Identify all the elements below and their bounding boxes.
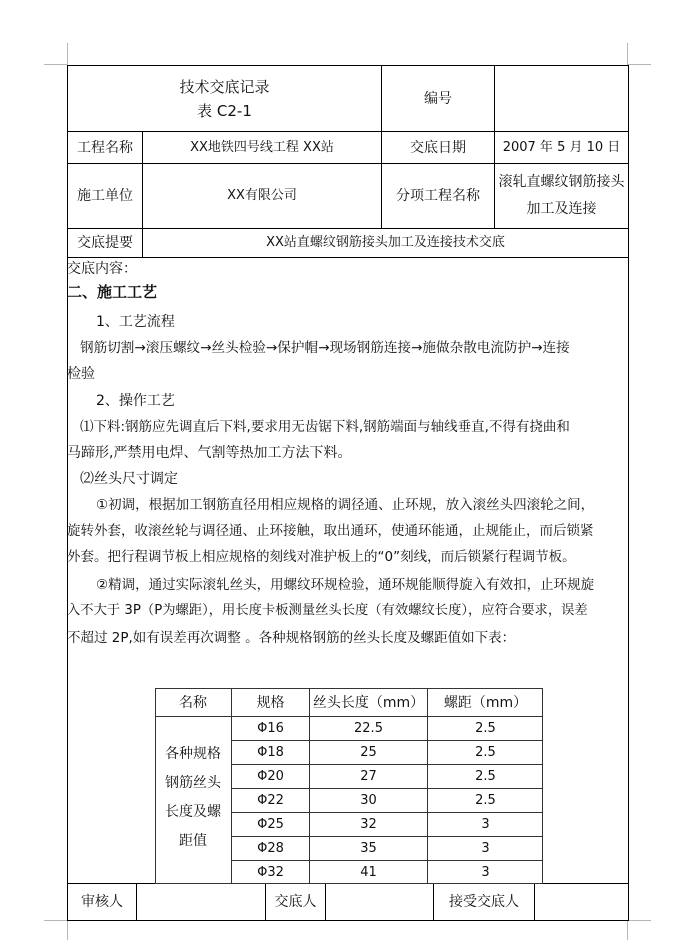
table-header: 螺距（mm） <box>443 694 528 711</box>
length-cell: 22.5 <box>354 720 383 736</box>
spec-row-label: 各种规格 钢筋丝头 长度及螺 距值 <box>165 746 221 849</box>
pitch-cell: 3 <box>481 864 490 880</box>
spec-cell: Φ28 <box>257 840 284 856</box>
discloser-label: 交底人 <box>274 894 317 910</box>
operation-text: 马蹄形,严禁用电焊、气割等热加工方法下料。 <box>67 445 352 461</box>
form-title: 技术交底记录 <box>179 77 270 96</box>
row-divider <box>67 257 629 258</box>
discloser-signature[interactable] <box>326 884 433 920</box>
crop-mark <box>627 43 628 65</box>
sub-project-line: 加工及连接 <box>526 201 597 217</box>
pitch-cell: 3 <box>481 840 490 856</box>
pitch-cell: 2.5 <box>475 792 496 808</box>
spec-cell: Φ22 <box>257 792 284 808</box>
receiver-signature[interactable] <box>535 884 628 920</box>
spec-cell: Φ16 <box>257 720 284 736</box>
unit-label: 施工单位 <box>77 188 133 204</box>
table-header: 名称 <box>179 694 207 711</box>
section-heading: 二、施工工艺 <box>67 283 158 301</box>
summary-value: XX站直螺纹钢筋接头加工及连接技术交底 <box>266 235 505 250</box>
length-cell: 25 <box>360 744 377 760</box>
length-cell: 35 <box>360 840 377 856</box>
date-value: 2007 年 5 月 10 日 <box>502 139 621 155</box>
length-cell: 27 <box>360 768 377 784</box>
reviewer-label: 审核人 <box>81 894 123 910</box>
sub-project-value <box>495 164 628 228</box>
length-cell: 41 <box>360 864 377 880</box>
crop-mark <box>44 920 67 921</box>
receiver-label: 接受交底人 <box>449 894 519 910</box>
flow-text: 检验 <box>67 366 95 382</box>
number-label: 编号 <box>424 90 452 107</box>
project-name-value: XX地铁四号线工程 XX站 <box>190 139 334 155</box>
table-header: 规格 <box>256 694 285 711</box>
unit-value: XX有限公司 <box>227 188 297 203</box>
flow-text: 钢筋切割→滚压螺纹→丝头检验→保护帽→现场钢筋连接→施做杂散电流防护→连接 <box>80 340 570 356</box>
paragraph-line: 入不大于 3P（P为螺距），用长度卡板测量丝头长度（有效螺纹长度），应符合要求，误差 <box>67 603 588 618</box>
crop-mark <box>628 64 651 65</box>
reviewer-signature[interactable] <box>137 884 265 920</box>
pitch-cell: 2.5 <box>475 768 496 784</box>
pitch-cell: 2.5 <box>475 720 496 736</box>
sub-project-label: 分项工程名称 <box>396 188 480 204</box>
spec-table <box>155 688 543 884</box>
spec-cell: Φ20 <box>257 768 284 784</box>
project-name-label: 工程名称 <box>77 139 133 156</box>
paragraph-line: ①初调，根据加工钢筋直径用相应规格的调径通、止环规，放入滚丝头四滚轮之间， <box>96 497 595 513</box>
operation-text: ⑴下料:钢筋应先调直后下料,要求用无齿锯下料,钢筋端面与轴线垂直,不得有挠曲和 <box>80 419 570 435</box>
pitch-cell: 3 <box>481 816 490 832</box>
operation-title: 2、操作工艺 <box>96 393 175 409</box>
paragraph-line: 不超过 2P,如有误差再次调整 。各种规格钢筋的丝头长度及螺距值如下表： <box>67 630 516 646</box>
sub-project-line: 滚轧直螺纹钢筋接头 <box>498 174 625 190</box>
content-intro: 交底内容： <box>67 261 137 277</box>
crop-mark <box>44 64 67 65</box>
paragraph-line: 外套。把行程调节板上相应规格的刻线对准护板上的“0”刻线，而后锁紧行程调节板。 <box>67 549 576 565</box>
spec-cell: Φ32 <box>257 864 284 880</box>
length-cell: 30 <box>360 792 377 808</box>
paragraph-line: 旋转外套，收滚丝轮与调径通、止环接触，取出通环，使通环能通，止规能止，而后锁紧 <box>67 523 594 539</box>
form-number-code: 表 C2-1 <box>197 101 252 120</box>
spec-cell: Φ18 <box>257 744 284 760</box>
spec-cell: Φ25 <box>257 816 284 832</box>
date-label: 交底日期 <box>410 139 466 156</box>
summary-label: 交底提要 <box>77 235 133 251</box>
table-header: 丝头长度（mm） <box>312 694 425 711</box>
pitch-cell: 2.5 <box>475 744 496 760</box>
crop-mark <box>67 920 68 940</box>
form-title-block <box>68 66 381 131</box>
number-value[interactable] <box>495 66 628 131</box>
length-cell: 32 <box>360 816 377 832</box>
crop-mark <box>627 920 628 940</box>
flow-title: 1、工艺流程 <box>96 314 175 330</box>
operation-subtitle: ⑵丝头尺寸调定 <box>80 471 178 487</box>
crop-mark <box>67 43 68 65</box>
crop-mark <box>628 920 651 921</box>
paragraph-line: ②精调，通过实际滚轧丝头，用螺纹环规检验，通环规能顺得旋入有效扣，止环规旋 <box>96 577 595 593</box>
